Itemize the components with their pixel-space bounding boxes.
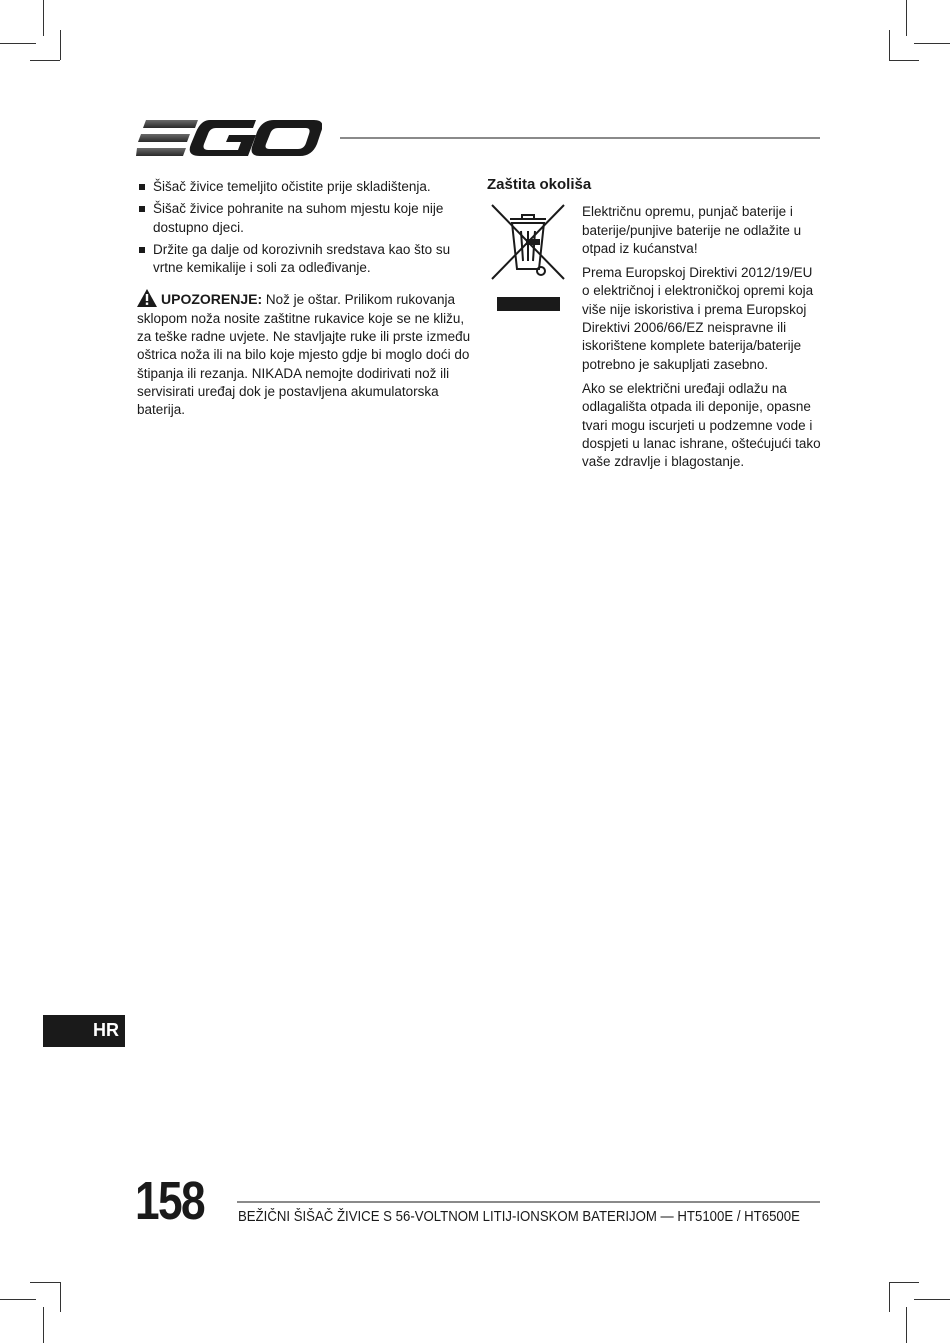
weee-underline-bar	[497, 297, 560, 311]
warning-block	[137, 289, 472, 419]
left-column	[137, 178, 472, 420]
language-tab	[43, 1015, 125, 1047]
footer-title: BEŽIČNI ŠIŠAČ ŽIVICE S 56-VOLTNOM LITIJ-IONSKOM BATERIJOM — HT5100E / HT6500E	[238, 1209, 800, 1225]
list-item: Šišač živice temeljito očistite prije skladištenja.	[137, 178, 472, 196]
right-column	[487, 176, 822, 477]
footer-rule	[237, 1201, 820, 1203]
page-number: 158	[135, 1171, 204, 1231]
paragraph: Električnu opremu, punjač baterije i baterije/punjive baterije ne odlažite u otpad iz kućanstva!	[582, 204, 802, 256]
weee-symbol	[490, 203, 570, 311]
bullet-square-icon	[139, 247, 145, 253]
environment-text	[582, 203, 822, 471]
list-item: Šišač živice pohranite na suhom mjestu koje nije dostupno djeci.	[137, 200, 472, 237]
list-item: Držite ga dalje od korozivnih sredstava kao što su vrtne kemikalije i soli za odleđivanje.	[137, 241, 472, 278]
bullet-square-icon	[139, 206, 145, 212]
warning-label: UPOZORENJE:	[161, 291, 263, 308]
paragraph: Ako se električni uređaji odlažu na odlagališta otpada ili deponije, opasne tvari mogu iscurjeti u podzemne vode i dospjeti u lanac ishrane, oštećujući tako vaše zdravlje i blagostanje.	[582, 380, 821, 470]
header-rule	[340, 137, 820, 139]
language-code: HR	[93, 1020, 119, 1040]
section-title: Zaštita okoliša	[487, 176, 592, 193]
ego-logo	[136, 116, 322, 160]
paragraph: Prema Europskoj Direktivi 2012/19/EU o električnoj i elektroničkoj opremi koja više nije iskoristiva i prema Europskoj Direktivi 2006/66/EZ neispravne ili iskorištene komplete baterija/baterije potrebno je sakupljati zasebno.	[582, 265, 814, 372]
warning-text: Nož je oštar. Prilikom rukovanja sklopom noža nosite zaštitne rukavice koje se ne kližu, za teške radne uvjete. Ne stavljajte ruke ili prste između oštrica noža ili na bilo koje mjesto gdje bi moglo doći do štipanja ili rezanja. NIKADA nemojte dodirivati nož ili servisirati uređaj dok je postavljena akumulatorska baterija.	[137, 292, 471, 418]
bullet-square-icon	[139, 184, 145, 190]
storage-bullet-list	[137, 178, 472, 277]
crossed-out-wheelie-bin-icon	[490, 203, 566, 285]
warning-triangle-icon	[137, 289, 157, 307]
